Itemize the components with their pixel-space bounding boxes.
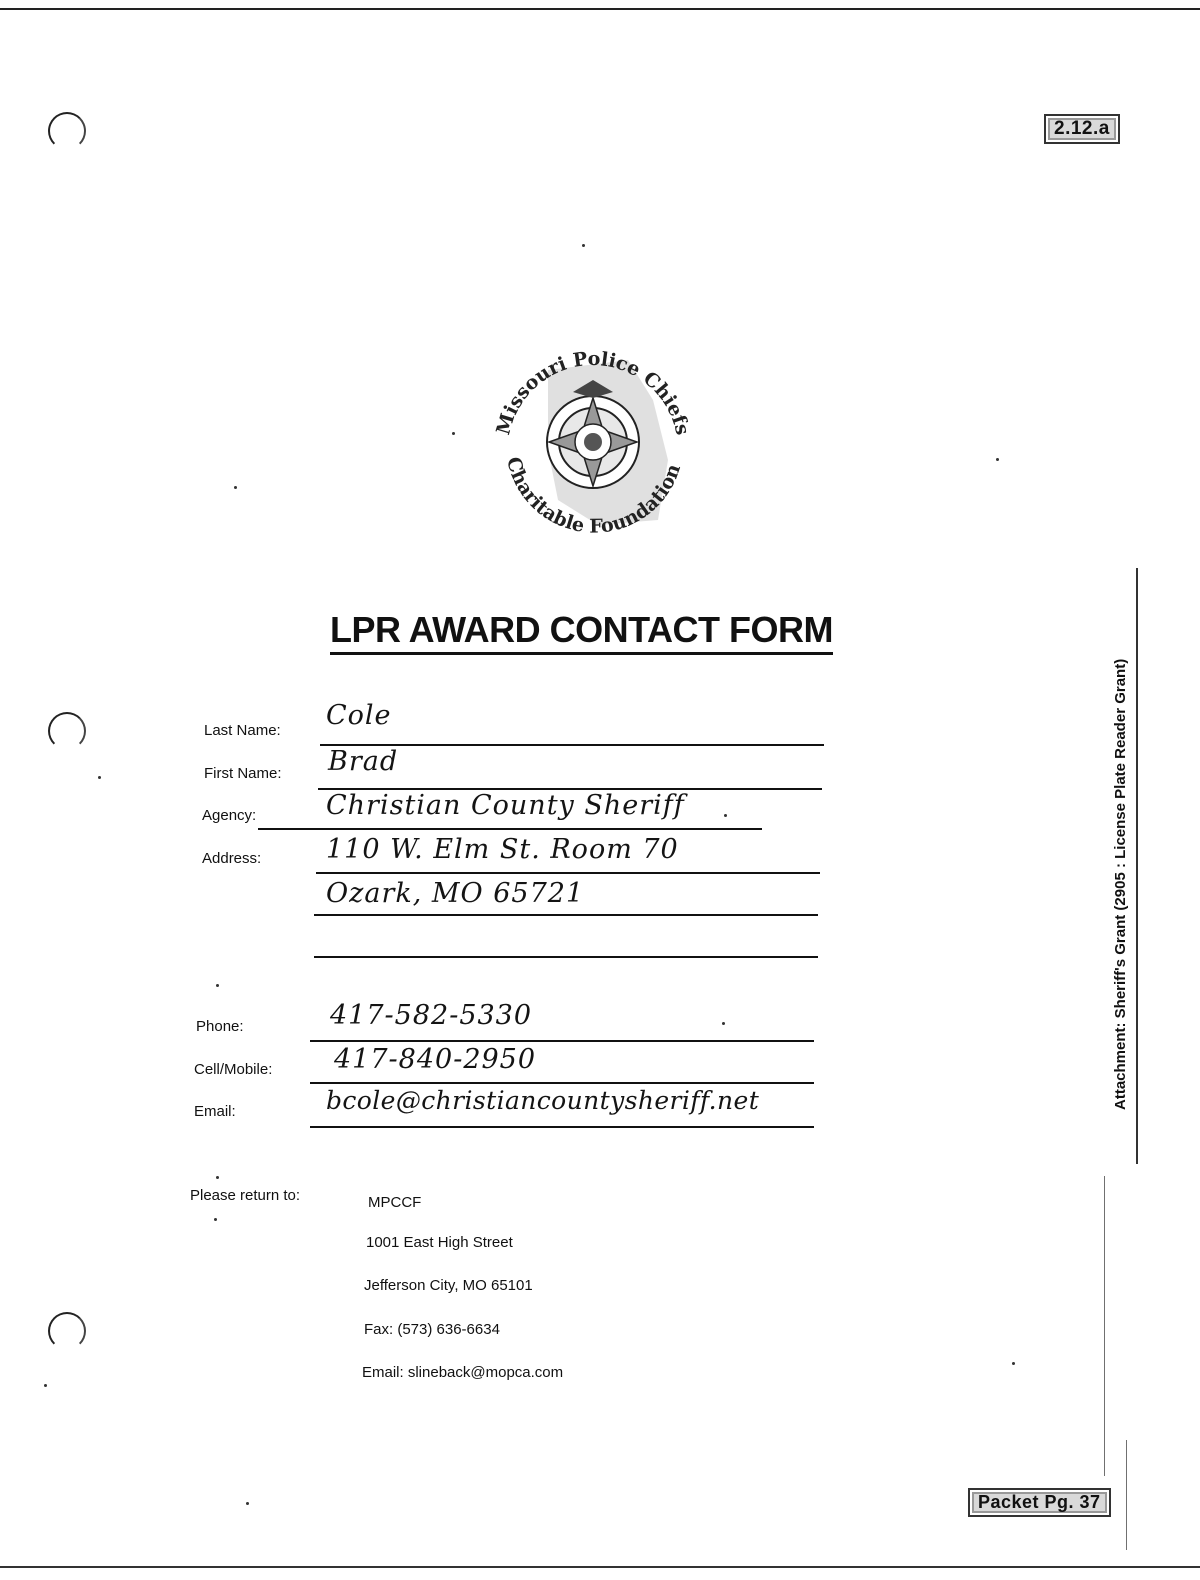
return-org: MPCCF: [368, 1194, 422, 1211]
side-vertical-rule: [1136, 568, 1138, 1164]
return-street: 1001 East High Street: [366, 1234, 513, 1251]
packet-page-stamp: Packet Pg. 37: [968, 1488, 1111, 1517]
cell-label: Cell/Mobile:: [194, 1061, 273, 1078]
seal-arc-bottom-text: Charitable Foundation: [502, 454, 686, 538]
scan-speck: [246, 1502, 249, 1505]
punch-hole-icon: [48, 712, 86, 750]
last-name-label: Last Name:: [204, 722, 281, 739]
scan-speck: [234, 486, 237, 489]
address-line2: [314, 914, 818, 916]
scan-speck: [996, 458, 999, 461]
cell-line: [310, 1082, 814, 1084]
scan-speck: [214, 1218, 217, 1221]
scan-speck: [582, 244, 585, 247]
side-vertical-rule-bottom: [1126, 1440, 1127, 1550]
scan-speck: [1012, 1362, 1015, 1365]
address-label: Address:: [202, 850, 262, 867]
scan-speck: [452, 432, 455, 435]
scan-speck: [216, 1176, 219, 1179]
phone-label: Phone:: [196, 1018, 244, 1035]
first-name-label: First Name:: [204, 765, 282, 782]
page-stamp: 2.12.a: [1044, 114, 1120, 144]
scan-speck: [724, 814, 727, 817]
last-name-value: Cole: [326, 700, 392, 731]
form-title: LPR AWARD CONTACT FORM: [330, 608, 833, 655]
return-label: Please return to:: [190, 1187, 301, 1204]
side-vertical-rule-lower: [1104, 1176, 1105, 1476]
scan-speck: [98, 776, 101, 779]
cell-value: 417-840-2950: [334, 1044, 537, 1075]
first-name-value: Brad: [328, 746, 399, 777]
address-line1-value: 110 W. Elm St. Room 70: [326, 834, 679, 865]
email-value: bcole@christiancountysheriff.net: [326, 1086, 760, 1115]
punch-hole-icon: [48, 112, 86, 150]
phone-value: 417-582-5330: [330, 1000, 533, 1031]
return-fax: Fax: (573) 636-6634: [364, 1321, 500, 1338]
address-line2-value: Ozark, MO 65721: [326, 878, 585, 909]
scan-speck: [216, 984, 219, 987]
email-label: Email:: [194, 1103, 236, 1120]
agency-value: Christian County Sheriff: [326, 790, 685, 821]
punch-hole-icon: [48, 1312, 86, 1350]
agency-label: Agency:: [202, 807, 257, 824]
return-city: Jefferson City, MO 65101: [364, 1277, 533, 1294]
seal-arc-top-text: Missouri Police Chiefs: [492, 347, 694, 438]
attachment-side-label: Attachment: Sheriff's Grant (2905 : License Plate Reader Grant): [1112, 658, 1129, 1110]
top-border-line: [0, 8, 1200, 10]
foundation-seal-logo: [478, 330, 708, 550]
bottom-border-line: [0, 1566, 1200, 1568]
phone-line: [310, 1040, 814, 1042]
address-line1: [316, 872, 820, 874]
address-line3: [314, 956, 818, 958]
email-line: [310, 1126, 814, 1128]
scan-speck: [44, 1384, 47, 1387]
return-email: Email: slineback@mopca.com: [362, 1364, 564, 1381]
scan-speck: [722, 1022, 725, 1025]
agency-line: [258, 828, 762, 830]
